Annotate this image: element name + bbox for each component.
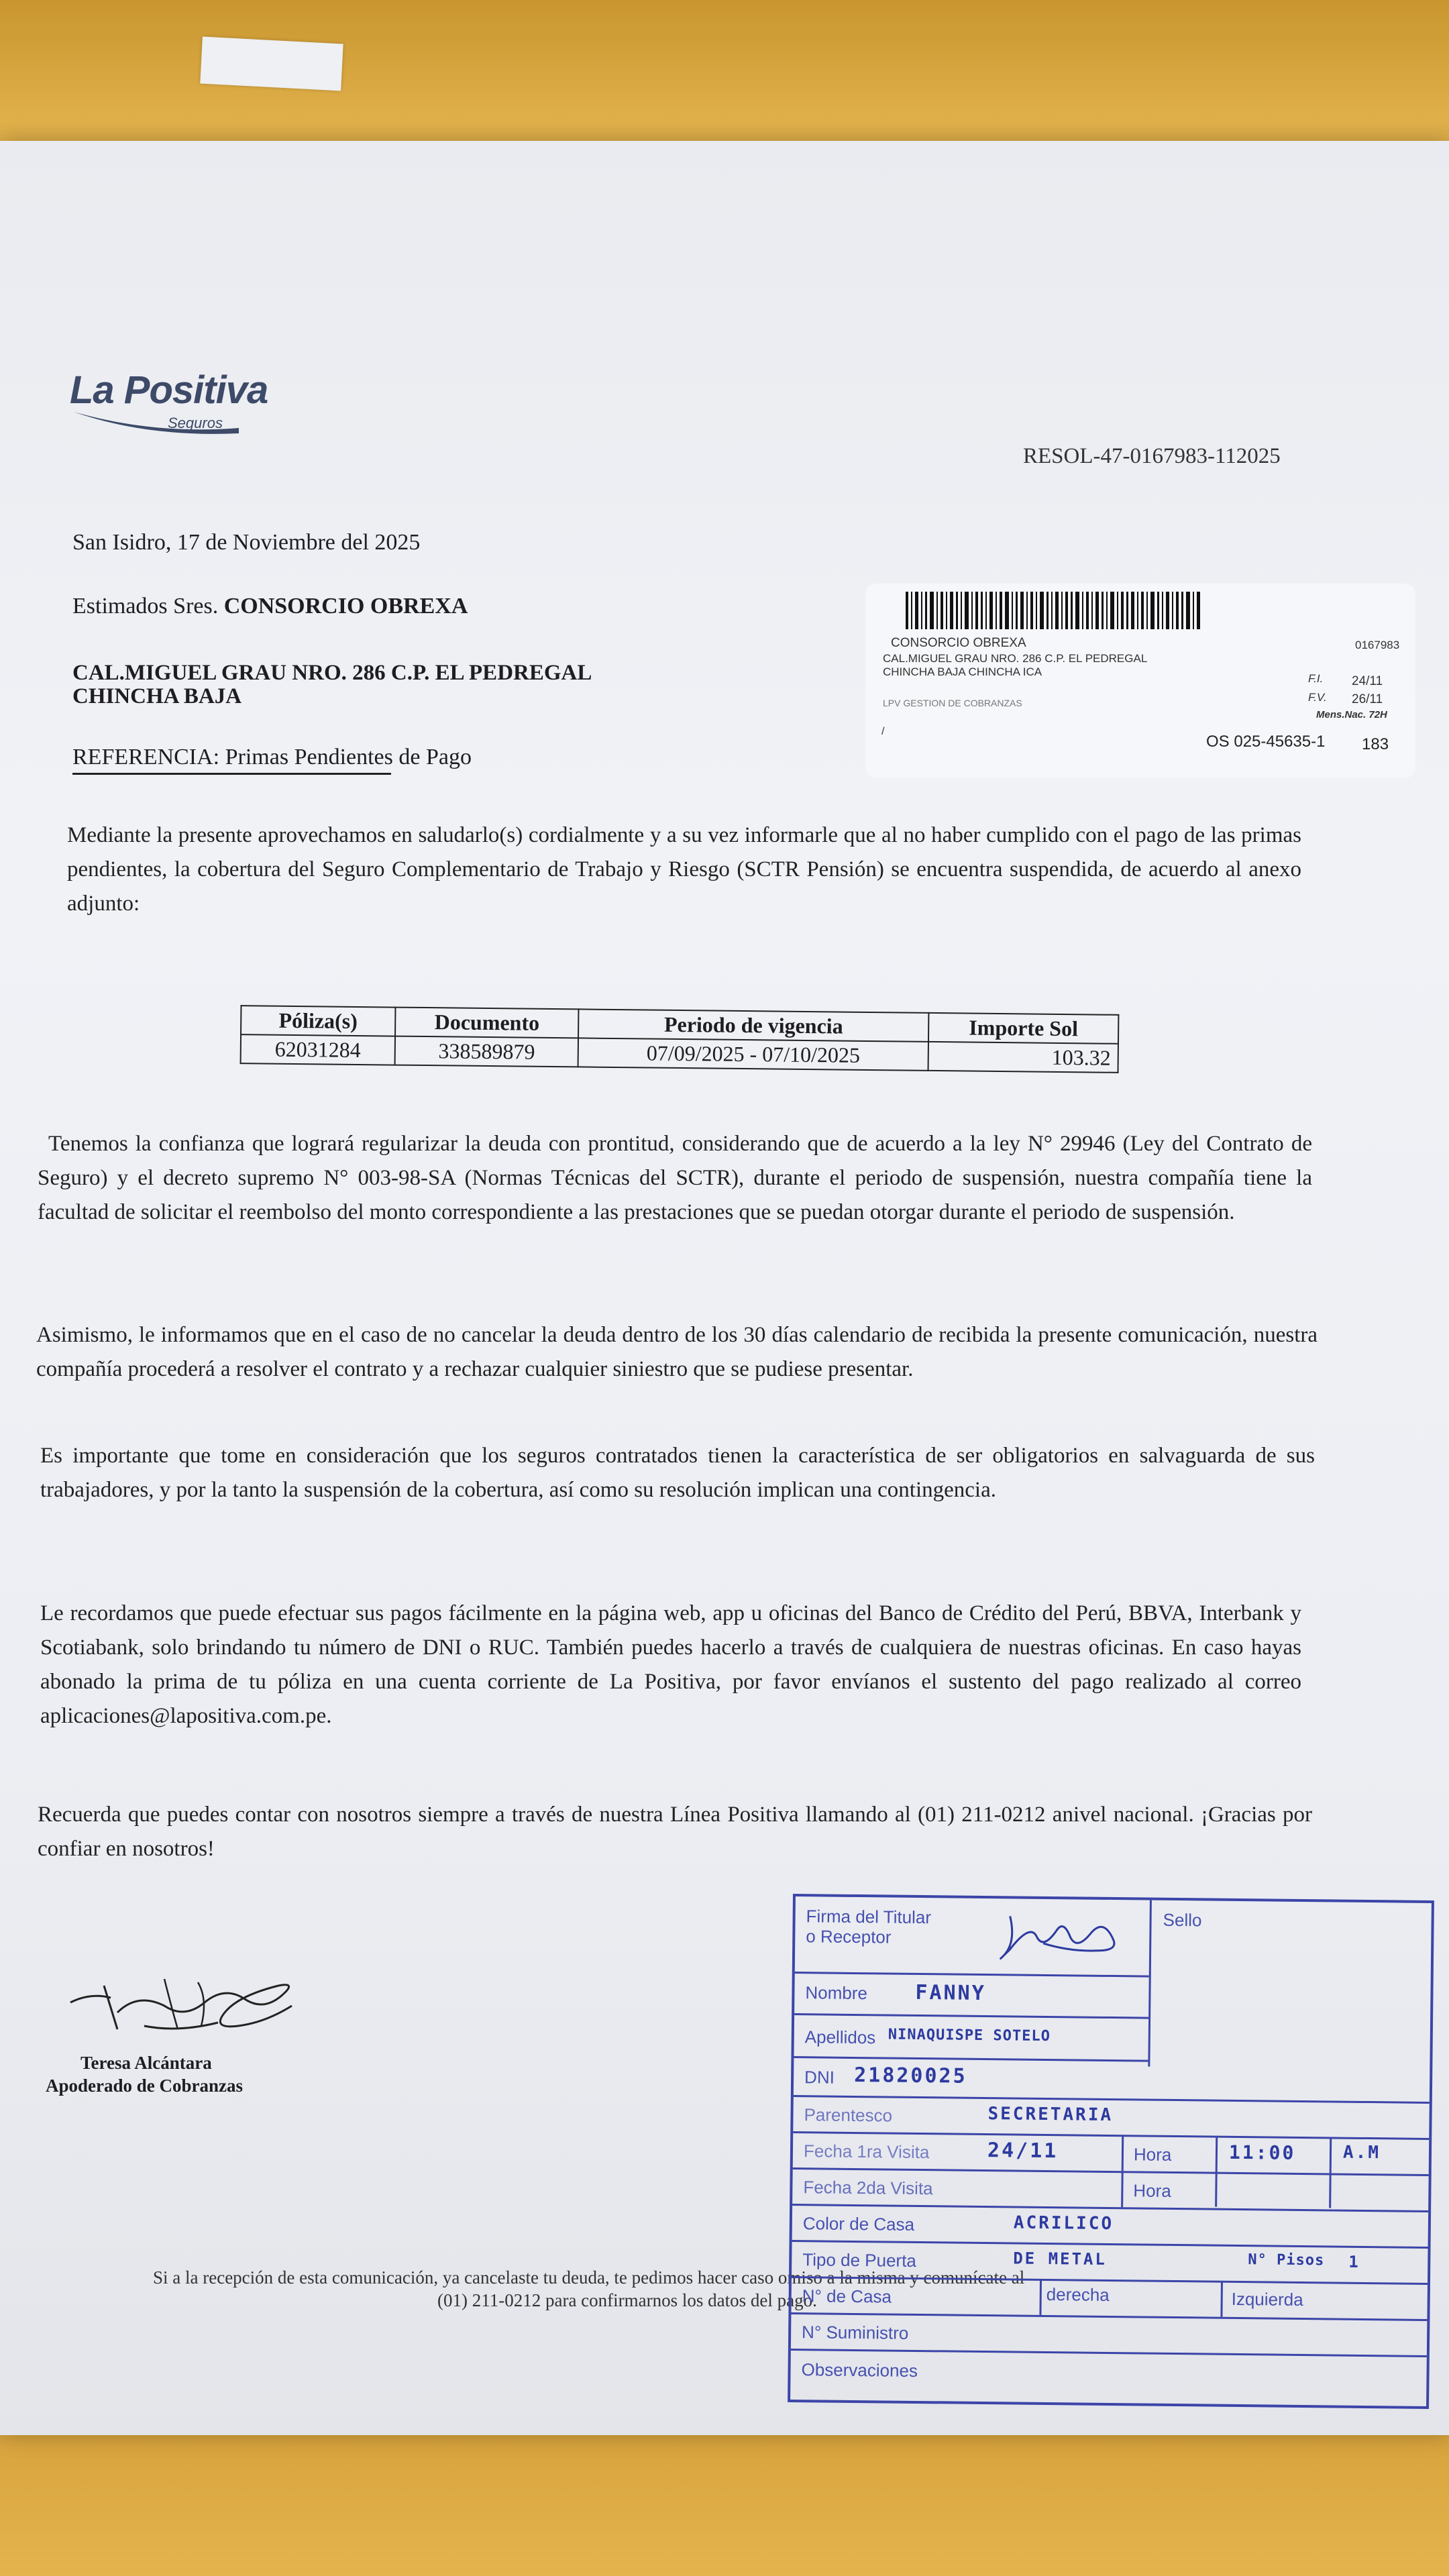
footer-line-1: Si a la recepción de esta comunicación, ya cancelaste tu deuda, te pedimos hacer caso omiso a la misma y comunícate al <box>153 2267 1025 2288</box>
fecha1-value: 24/11 <box>987 2139 1059 2163</box>
logo-swoosh-icon <box>72 408 240 435</box>
delivery-stamp <box>788 1894 1434 2409</box>
sello-label: Sello <box>1163 1909 1202 1931</box>
puerta-label: Tipo de Puerta <box>802 2249 917 2271</box>
nombre-label: Nombre <box>805 1982 868 2004</box>
reference-line: REFERENCIA: Primas Pendientes de Pago <box>72 745 391 775</box>
firma-label: Firma del Titular o Receptor <box>806 1906 932 1947</box>
date-line: San Isidro, 17 de Noviembre del 2025 <box>72 530 421 555</box>
suministro-row <box>791 2314 1428 2357</box>
signer-role: Apoderado de Cobranzas <box>46 2076 244 2096</box>
label-department: LPV GESTION DE COBRANZAS <box>883 698 1022 708</box>
color-value: ACRILICO <box>1013 2212 1114 2235</box>
paragraph-6: Recuerda que puedes contar con nosotros siempre a través de nuestra Línea Positiva llamando al (01) 211-0212 anivel nacional. ¡Gracias por confiar en nosotros! <box>38 1803 1312 1861</box>
cell-documento: 338589879 <box>394 1036 578 1067</box>
cell-poliza: 62031284 <box>241 1034 395 1065</box>
parentesco-value: SECRETARIA <box>987 2104 1114 2126</box>
label-fv: F.V. <box>1308 691 1327 704</box>
greeting-prefix: Estimados Sres. <box>72 594 219 619</box>
address-line-1: CAL.MIGUEL GRAU NRO. 286 C.P. EL PEDREGAL <box>72 661 592 685</box>
cell-importe: 103.32 <box>928 1042 1118 1073</box>
col-importe: Importe Sol <box>928 1013 1119 1044</box>
label-os: OS 025-45635-1 <box>1206 733 1326 751</box>
label-fi-value: 24/11 <box>1352 674 1383 688</box>
izquierda-label: Izquierda <box>1231 2288 1303 2310</box>
barcode-icon <box>906 592 1201 629</box>
hora1-value: 11:00 <box>1228 2141 1296 2164</box>
hora1-extra: A.M <box>1342 2142 1381 2163</box>
pisos-label: N° Pisos <box>1248 2251 1325 2269</box>
greeting <box>72 594 468 619</box>
hora2-label: Hora <box>1133 2180 1171 2201</box>
receiver-signature-icon <box>989 1902 1124 1968</box>
pisos-value: 1 <box>1348 2252 1360 2271</box>
derecha-label: derecha <box>1046 2284 1110 2305</box>
company-logo-sub: Seguros <box>168 415 223 431</box>
puerta-value: DE METAL <box>1013 2249 1108 2269</box>
label-seq: 183 <box>1362 735 1389 753</box>
mail-label <box>865 584 1415 778</box>
company-logo: La Positiva <box>70 368 268 412</box>
address-line-2: CHINCHA BAJA <box>72 684 242 708</box>
parentesco-label: Parentesco <box>804 2104 893 2126</box>
col-periodo: Periodo de vigencia <box>578 1009 928 1041</box>
label-address-2: CHINCHA BAJA CHINCHA ICA <box>883 665 1042 678</box>
fecha2-label: Fecha 2da Visita <box>803 2177 933 2199</box>
dni-value: 21820025 <box>853 2063 967 2088</box>
resolution-number: RESOL-47-0167983-112025 <box>1023 444 1281 468</box>
fecha1-label: Fecha 1ra Visita <box>803 2141 930 2163</box>
paragraph-1: Mediante la presente aprovechamos en saludarlo(s) cordialmente y a su vez informarle que al no haber cumplido con el pago de las primas pendientes, la cobertura del Seguro Complementario de Trabajo y Riesgo (SCTR Pensión) se encuentra suspendida, de acuerdo al anexo adjunto: <box>67 823 1301 916</box>
apellidos-label: Apellidos <box>804 2027 876 2048</box>
label-slash: / <box>881 726 885 737</box>
suministro-label: N° Suministro <box>801 2322 909 2343</box>
torn-paper-fragment <box>200 37 343 91</box>
label-fv-value: 26/11 <box>1352 692 1383 706</box>
label-mens: Mens.Nac. 72H <box>1316 709 1387 720</box>
dni-label: DNI <box>804 2067 835 2088</box>
apellidos-row <box>794 2015 1148 2062</box>
policy-table <box>240 1005 1120 1073</box>
footer-line-2: (01) 211-0212 para confirmarnos los datos del pago. <box>437 2290 817 2310</box>
observaciones-label: Observaciones <box>801 2359 918 2381</box>
label-code: 0167983 <box>1355 639 1400 651</box>
label-fi: F.I. <box>1308 672 1324 685</box>
apellidos-value: NINAQUISPE SOTELO <box>888 2026 1051 2045</box>
firma-row <box>795 1896 1150 1978</box>
nombre-value: FANNY <box>915 1980 986 2006</box>
signer-name: Teresa Alcántara <box>80 2053 212 2073</box>
casa-label: N° de Casa <box>802 2286 892 2307</box>
paragraph-4: Es importante que tome en consideración que los seguros contratados tienen la característica de ser obligatorios en salvaguarda de sus trabajadores, y por la tanto la suspensión de la cobertura, así como su resolución implican una contingencia. <box>40 1444 1315 1502</box>
signature-icon <box>64 1966 305 2046</box>
addressee: CONSORCIO OBREXA <box>223 594 468 619</box>
label-address-1: CAL.MIGUEL GRAU NRO. 286 C.P. EL PEDREGAL <box>883 652 1148 665</box>
paragraph-2: Tenemos la confianza que logrará regularizar la deuda con prontitud, considerando que de acuerdo a la ley N° 29946 (Ley del Contrato de Seguro) y el decreto supremo N° 003-98-SA (Normas Técnicas del SCTR), durante el periodo de suspensión, nuestra compañía tiene la facultad de solicitar el reembolso del monto correspondiente a las prestaciones que se puedan otorgar durante el periodo de suspensión. <box>38 1132 1312 1224</box>
envelope-bottom <box>0 2428 1449 2576</box>
paragraph-5: Le recordamos que puede efectuar sus pagos fácilmente en la página web, app u oficinas del Banco de Crédito del Perú, BBVA, Interbank y Scotiabank, solo brindando tu número de DNI o RUC. También puedes hacerlo a través de cualquiera de nuestras oficinas. En caso hayas abonado la prima de tu póliza en una cuenta corriente de La Positiva, por favor envíanos el sustento del pago realizado al correo aplicaciones@lapositiva.com.pe. <box>40 1601 1301 1728</box>
col-documento: Documento <box>395 1008 579 1038</box>
label-name: CONSORCIO OBREXA <box>891 636 1026 650</box>
col-poliza: Póliza(s) <box>241 1006 395 1036</box>
nombre-row <box>794 1972 1149 2019</box>
color-label: Color de Casa <box>802 2213 915 2235</box>
cell-periodo: 07/09/2025 - 07/10/2025 <box>578 1038 928 1070</box>
paragraph-3: Asimismo, le informamos que en el caso de no cancelar la deuda dentro de los 30 días calendario de recibida la presente comunicación, nuestra compañía procederá a resolver el contrato y a rechazar cualquier siniestro que se pudiese presentar. <box>36 1323 1318 1381</box>
hora1-label: Hora <box>1133 2144 1172 2165</box>
